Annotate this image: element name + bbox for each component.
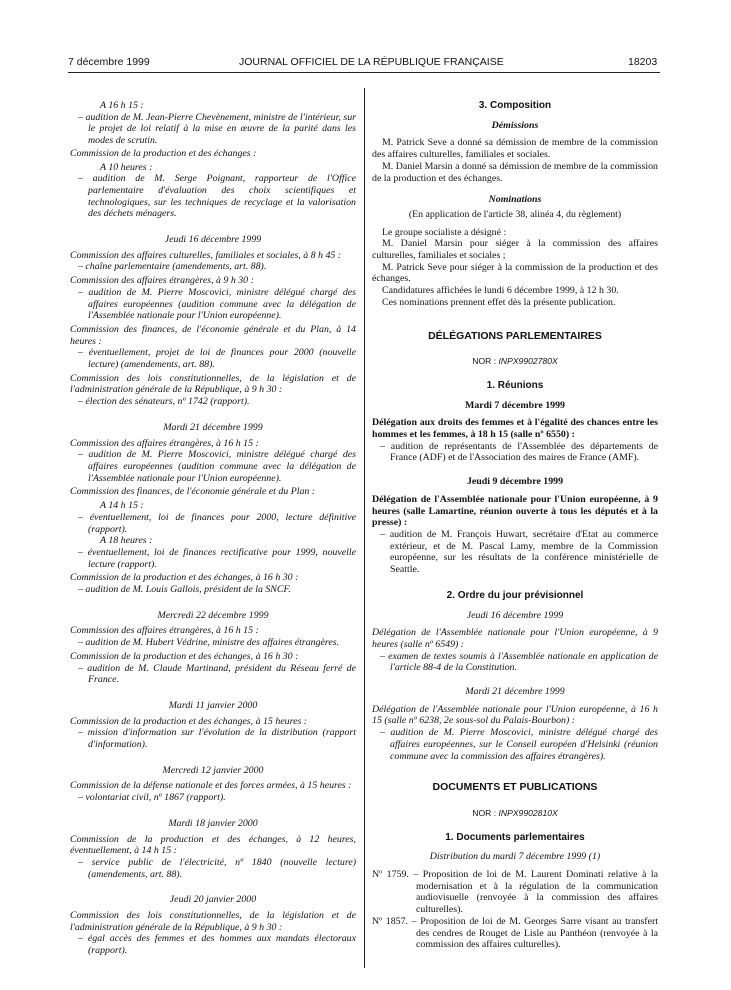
agenda-item: – éventuellement, projet de loi de finances pour 2000 (nouvelle lecture) (amendements, art. 88).: [78, 347, 356, 371]
agenda-item: – examen de textes soumis à l'Assemblée nationale en application de l'article 88-4 de la Constitution.: [380, 650, 658, 674]
paragraph: Ces nominations prennent effet dès la présente publication.: [382, 296, 616, 308]
subsection-heading: Nominations: [488, 194, 542, 206]
committee-line: Commission des affaires étrangères, à 16 h 15 :: [70, 625, 259, 637]
nor-reference: [372, 808, 658, 820]
document-entry: Nº 1759. – Proposition de loi de M. Laurent Dominati relative à la modernisation et à la régulation de la communication audiovisuelle (renvoyée à la commission des affaires culturelles).: [372, 869, 658, 916]
committee-line: Commission de la production et des échanges, à 16 h 30 :: [70, 650, 299, 662]
agenda-item: – audition de M. Pierre Moscovici, ministre délégué chargé des affaires européennes (audition commune avec la délégation de l'Assemblée nationale pour l'Union européenne).: [78, 286, 356, 322]
date-heading: Mercredi 22 décembre 1999: [157, 609, 269, 621]
committee-line: Commission des finances, de l'économie générale et du Plan, à 14 heures :: [70, 323, 356, 347]
agenda-item: – audition de M. Louis Gallois, président de la SNCF.: [78, 584, 291, 596]
date-heading: Mardi 11 janvier 2000: [168, 699, 258, 711]
nor-code: INPX9902780X: [498, 356, 558, 367]
date-heading: Mercredi 12 janvier 2000: [162, 764, 264, 776]
committee-line: Commission des finances, de l'économie générale et du Plan :: [70, 486, 316, 498]
agenda-item: – audition de M. Jean-Pierre Chevènement, ministre de l'intérieur, sur le projet de loi relatif à la mise en œuvre de la parité dans les modes de scrutin.: [78, 111, 356, 147]
delegation-line: Délégation de l'Assemblée nationale pour l'Union européenne, à 16 h 15 (salle nº 6238, 2e sous-sol du Palais-Bourbon) :: [372, 703, 658, 727]
document-entry: Nº 1857. – Proposition de loi de M. Georges Sarre visant au transfert des cendres de Rouget de Lisle au Panthéon (renvoyée à la commission des affaires culturelles).: [372, 915, 658, 951]
right-column: [372, 100, 658, 951]
header-rule: [68, 72, 660, 73]
agenda-item: – éventuellement, loi de finances rectificative pour 1999, nouvelle lecture (rapport).: [78, 546, 356, 570]
nor-label: NOR :: [472, 356, 497, 367]
date-heading: Jeudi 9 décembre 1999: [466, 476, 564, 488]
committee-line: Commission des affaires culturelles, familiales et sociales, à 8 h 45 :: [70, 249, 342, 261]
time-heading: A 14 h 15 :: [100, 500, 144, 512]
major-section-heading: DÉLÉGATIONS PARLEMENTAIRES: [428, 329, 602, 342]
agenda-item: – égal accès des femmes et des hommes aux mandats électoraux (rapport).: [78, 933, 356, 957]
agenda-item: – volontariat civil, nº 1867 (rapport).: [78, 792, 226, 804]
date-heading: Mardi 7 décembre 1999: [465, 399, 565, 411]
agenda-item: – audition de M. Claude Martinand, président du Réseau ferré de France.: [78, 662, 356, 686]
agenda-item: – service public de l'électricité, nº 1840 (nouvelle lecture) (amendements, art. 88).: [78, 856, 356, 880]
agenda-item: – éventuellement, loi de finances pour 2000, lecture définitive (rapport).: [78, 511, 356, 535]
header-title: JOURNAL OFFICIEL DE LA RÉPUBLIQUE FRANÇAISE: [239, 56, 504, 68]
delegation-line: Délégation de l'Assemblée nationale pour l'Union européenne, à 9 heures (salle Lamartine, réunion ouverte à tous les députés et à la presse) :: [372, 493, 658, 529]
agenda-item: – mission d'information sur l'évolution de la distribution (rapport d'information).: [78, 727, 356, 751]
date-heading: Jeudi 16 décembre 1999: [466, 609, 564, 621]
nor-code: INPX9902810X: [498, 807, 558, 818]
committee-line: Commission de la production et des échanges, à 15 heures :: [70, 715, 308, 727]
date-heading: Jeudi 20 janvier 2000: [169, 894, 257, 906]
date-heading: Mardi 21 décembre 1999: [465, 686, 565, 698]
committee-line: Commission de la production et des échanges, à 12 heures, éventuellement, à 14 h 15 :: [70, 833, 356, 857]
left-column: [70, 100, 356, 957]
time-heading: A 10 heures :: [100, 161, 153, 173]
agenda-item: – audition de M. Pierre Moscovici, ministre délégué chargé des affaires européennes (audition commune avec la délégation de l'Assemblée nationale pour l'Union européenne).: [78, 449, 356, 484]
date-heading: Jeudi 16 décembre 1999: [164, 234, 262, 246]
agenda-item: – audition de M. François Huwart, secrétaire d'Etat au commerce extérieur, et de M. Pascal Lamy, membre de la Commission européenne, sur les résultats de la conférence ministérielle de Seattle.: [380, 528, 658, 576]
agenda-item: – chaîne parlementaire (amendements, art. 88).: [78, 261, 267, 273]
section-heading: 2. Ordre du jour prévisionnel: [446, 589, 584, 601]
committee-line: Commission de la défense nationale et des forces armées, à 15 heures :: [70, 780, 352, 792]
section-heading: 1. Réunions: [486, 379, 544, 391]
time-heading: A 16 h 15 :: [100, 100, 144, 111]
distribution-heading: Distribution du mardi 7 décembre 1999 (1): [429, 851, 601, 863]
paragraph: M. Daniel Marsin pour siéger à la commission des affaires culturelles, familiales et sociales ;: [372, 238, 658, 262]
paragraph: (En application de l'article 38, alinéa 4, du règlement): [408, 208, 622, 220]
section-heading: 1. Documents parlementaires: [445, 831, 585, 843]
date-heading: Mardi 18 janvier 2000: [168, 817, 258, 829]
paragraph: M. Patrick Seve pour siéger à la commission de la production et des échanges.: [372, 261, 658, 285]
paragraph: Candidatures affichées le lundi 6 décembre 1999, à 12 h 30.: [382, 285, 619, 297]
subsection-heading: Démissions: [491, 119, 539, 131]
paragraph: Le groupe socialiste a désigné :: [382, 226, 507, 238]
section-heading: 3. Composition: [478, 100, 552, 111]
agenda-item: – audition de M. Hubert Védrine, ministre des affaires étrangères.: [78, 637, 340, 649]
agenda-item: – élection des sénateurs, nº 1742 (rapport).: [78, 396, 250, 408]
agenda-item: – audition de M. Serge Poignant, rapporteur de l'Office parlementaire d'évaluation des choix scientifiques et technologiques, sur les techniques de recyclage et la valorisation des déchets ménagers.: [78, 173, 356, 220]
committee-line: Commission de la production et des échanges :: [70, 147, 257, 159]
committee-line: Commission de la production et des échanges, à 16 h 30 :: [70, 572, 299, 584]
nor-reference: [372, 356, 658, 368]
page-header: [0, 0, 731, 76]
committee-line: Commission des lois constitutionnelles, de la législation et de l'administration générale de la République, à 9 h 30 :: [70, 372, 356, 396]
agenda-item: – audition de M. Pierre Moscovici, ministre délégué chargé des affaires européennes, sur le Conseil européen d'Helsinki (réunion commune avec la commission des affaires étrangères).: [380, 727, 658, 762]
header-page-number: 18203: [628, 56, 658, 68]
major-section-heading: DOCUMENTS ET PUBLICATIONS: [432, 781, 598, 794]
paragraph: M. Patrick Seve a donné sa démission de membre de la commission des affaires culturelles, familiales et sociales.: [372, 137, 658, 161]
committee-line: Commission des affaires étrangères, à 16 h 15 :: [70, 437, 259, 449]
column-divider: [364, 88, 365, 968]
delegation-line: Délégation aux droits des femmes et à l'égalité des chances entre les hommes et les femmes, à 18 h 15 (salle nº 6550) :: [372, 417, 658, 441]
paragraph: M. Daniel Marsin a donné sa démission de membre de la commission de la production et des échanges.: [372, 160, 658, 184]
time-heading: A 18 heures :: [100, 535, 153, 547]
header-date: 7 décembre 1999: [68, 56, 150, 68]
delegation-line: Délégation de l'Assemblée nationale pour l'Union européenne, à 9 heures (salle nº 6549) :: [372, 627, 658, 650]
committee-line: Commission des lois constitutionnelles, de la législation et de l'administration générale de la République, à 9 h 30 :: [70, 910, 356, 933]
nor-label: NOR :: [472, 807, 497, 818]
agenda-item: – audition de représentants de l'Assemblée des départements de France (ADF) et de l'Association des maires de France (AMF).: [380, 440, 658, 464]
date-heading: Mardi 21 décembre 1999: [163, 421, 263, 433]
committee-line: Commission des affaires étrangères, à 9 h 30 :: [70, 275, 254, 287]
